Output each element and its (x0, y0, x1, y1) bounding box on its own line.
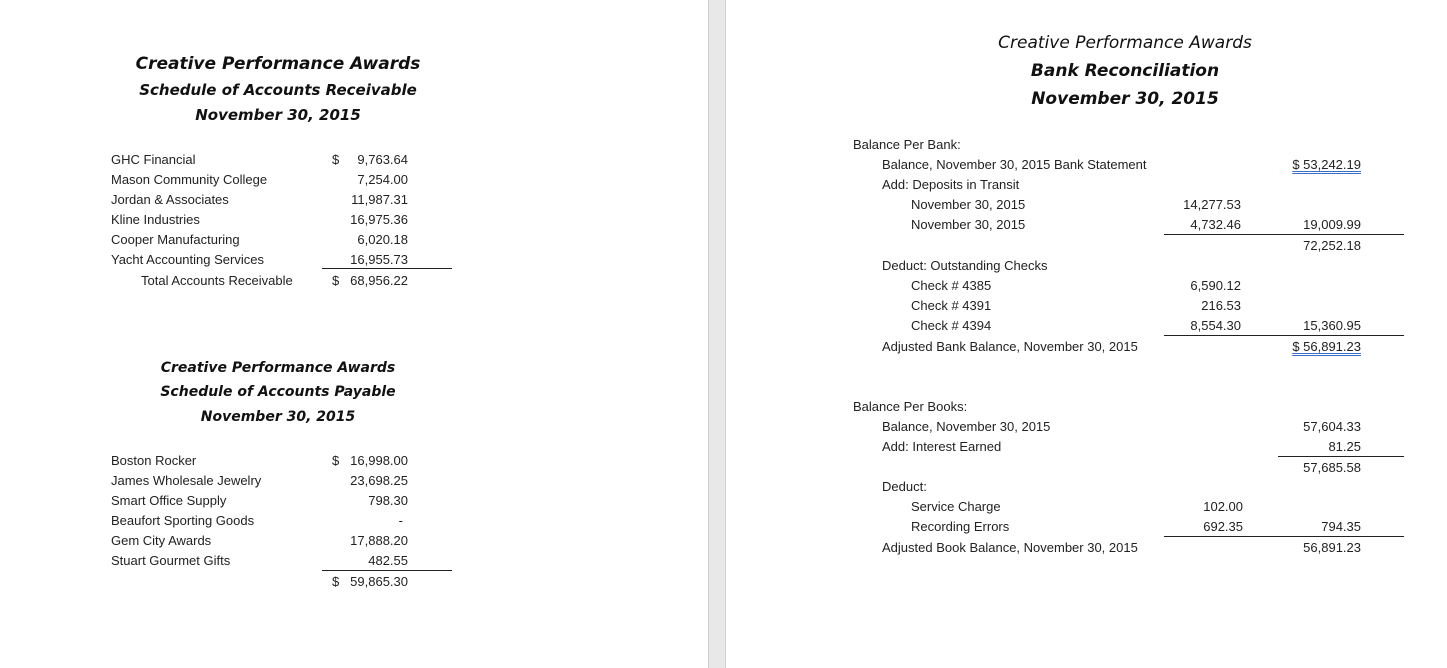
check-label: Check # 4394 (911, 318, 992, 333)
ap-row-name: James Wholesale Jewelry (111, 473, 262, 488)
ap-row-name: Beaufort Sporting Goods (111, 513, 255, 528)
ap-row-amount: - (398, 513, 403, 528)
adjusted-book-amount: 56,891.23 (1303, 540, 1361, 555)
ar-row-name: Kline Industries (111, 212, 200, 227)
bank-company-title: Creative Performance Awards (998, 33, 1252, 53)
per-bank-header: Balance Per Bank: (853, 137, 961, 152)
ap-total-dollar: $ (332, 574, 340, 589)
adjusted-book-label: Adjusted Book Balance, November 30, 2015 (882, 540, 1138, 555)
deduction-label: Recording Errors (911, 519, 1010, 534)
ar-row-amount: 11,987.31 (351, 192, 408, 207)
deposit-label: November 30, 2015 (911, 217, 1026, 232)
books-subtotal: 57,685.58 (1303, 460, 1361, 475)
bank-recon-title: Bank Reconciliation (1030, 61, 1220, 81)
document-page-left (0, 0, 708, 668)
ar-company-title: Creative Performance Awards (135, 54, 421, 74)
bank-date: November 30, 2015 (1031, 89, 1219, 109)
ap-row-amount: 16,998.00 (350, 453, 408, 468)
ap-row-amount: 798.30 (368, 493, 408, 508)
ar-total-rule (322, 268, 452, 269)
bank-statement-amount: $ 53,242.19 (1292, 157, 1361, 172)
interest-amount: 81.25 (1328, 439, 1361, 454)
check-amount: 216.53 (1201, 298, 1241, 313)
deduction-label: Service Charge (911, 499, 1001, 514)
deposits-rule (1164, 234, 1404, 235)
ap-row-name: Boston Rocker (111, 453, 197, 468)
check-label: Check # 4385 (911, 278, 992, 293)
ar-total-label: Total Accounts Receivable (141, 273, 293, 288)
ar-total-dollar: $ (332, 273, 340, 288)
document-page-right (726, 0, 1447, 668)
ap-total-amount: 59,865.30 (350, 574, 408, 589)
ar-row-name: Yacht Accounting Services (111, 252, 264, 267)
ar-date: November 30, 2015 (195, 106, 361, 124)
ar-total-amount: 68,956.22 (350, 273, 408, 288)
ar-row-amount: 9,763.64 (357, 152, 408, 167)
adjusted-bank-amount: $ 56,891.23 (1292, 339, 1361, 354)
interest-label: Add: Interest Earned (882, 439, 1002, 454)
ap-total-rule (322, 570, 452, 571)
ar-row-amount: 16,975.36 (350, 212, 408, 227)
outstanding-checks-label: Deduct: Outstanding Checks (882, 258, 1048, 273)
ar-schedule-title: Schedule of Accounts Receivable (139, 81, 417, 99)
deposits-total: 19,009.99 (1303, 217, 1361, 232)
deduct-label: Deduct: (882, 479, 927, 494)
ap-row-amount: 482.55 (368, 553, 408, 568)
deposit-label: November 30, 2015 (911, 197, 1026, 212)
deductions-total: 794.35 (1321, 519, 1361, 534)
ap-row-amount: 23,698.25 (350, 473, 408, 488)
ar-row-amount: 7,254.00 (357, 172, 408, 187)
deductions-rule (1164, 536, 1404, 537)
bank-statement-label: Balance, November 30, 2015 Bank Statement (882, 157, 1147, 172)
checks-rule (1164, 335, 1404, 336)
ap-row-name: Gem City Awards (111, 533, 212, 548)
interest-rule (1278, 456, 1404, 457)
deposit-amount: 4,732.46 (1190, 217, 1241, 232)
ap-schedule-title: Schedule of Accounts Payable (160, 384, 396, 400)
checks-total: 15,360.95 (1303, 318, 1361, 333)
ar-row-amount: 16,955.73 (350, 252, 408, 267)
ap-row-amount: 17,888.20 (350, 533, 408, 548)
per-books-header: Balance Per Books: (853, 399, 968, 414)
adjusted-bank-label: Adjusted Bank Balance, November 30, 2015 (882, 339, 1138, 354)
deposits-in-transit-label: Add: Deposits in Transit (882, 177, 1020, 192)
check-amount: 6,590.12 (1190, 278, 1241, 293)
ar-row-name: Mason Community College (111, 172, 268, 187)
ap-row-name: Smart Office Supply (111, 493, 227, 508)
ap-company-title: Creative Performance Awards (160, 360, 396, 376)
ap-date: November 30, 2015 (200, 409, 356, 425)
ar-row-name: GHC Financial (111, 152, 196, 167)
ar-row-name: Jordan & Associates (111, 192, 229, 207)
books-balance-amount: 57,604.33 (1303, 419, 1361, 434)
ap-row-name: Stuart Gourmet Gifts (111, 553, 231, 568)
ar-row-name: Cooper Manufacturing (111, 232, 240, 247)
deduction-amount: 102.00 (1203, 499, 1243, 514)
check-label: Check # 4391 (911, 298, 992, 313)
ar-row-dollar: $ (332, 152, 340, 167)
deposit-amount: 14,277.53 (1183, 197, 1241, 212)
books-balance-label: Balance, November 30, 2015 (882, 419, 1051, 434)
check-amount: 8,554.30 (1190, 318, 1241, 333)
ar-row-amount: 6,020.18 (357, 232, 408, 247)
page-gutter (708, 0, 726, 668)
ap-row-dollar: $ (332, 453, 340, 468)
bank-subtotal: 72,252.18 (1303, 238, 1361, 253)
deduction-amount: 692.35 (1203, 519, 1243, 534)
